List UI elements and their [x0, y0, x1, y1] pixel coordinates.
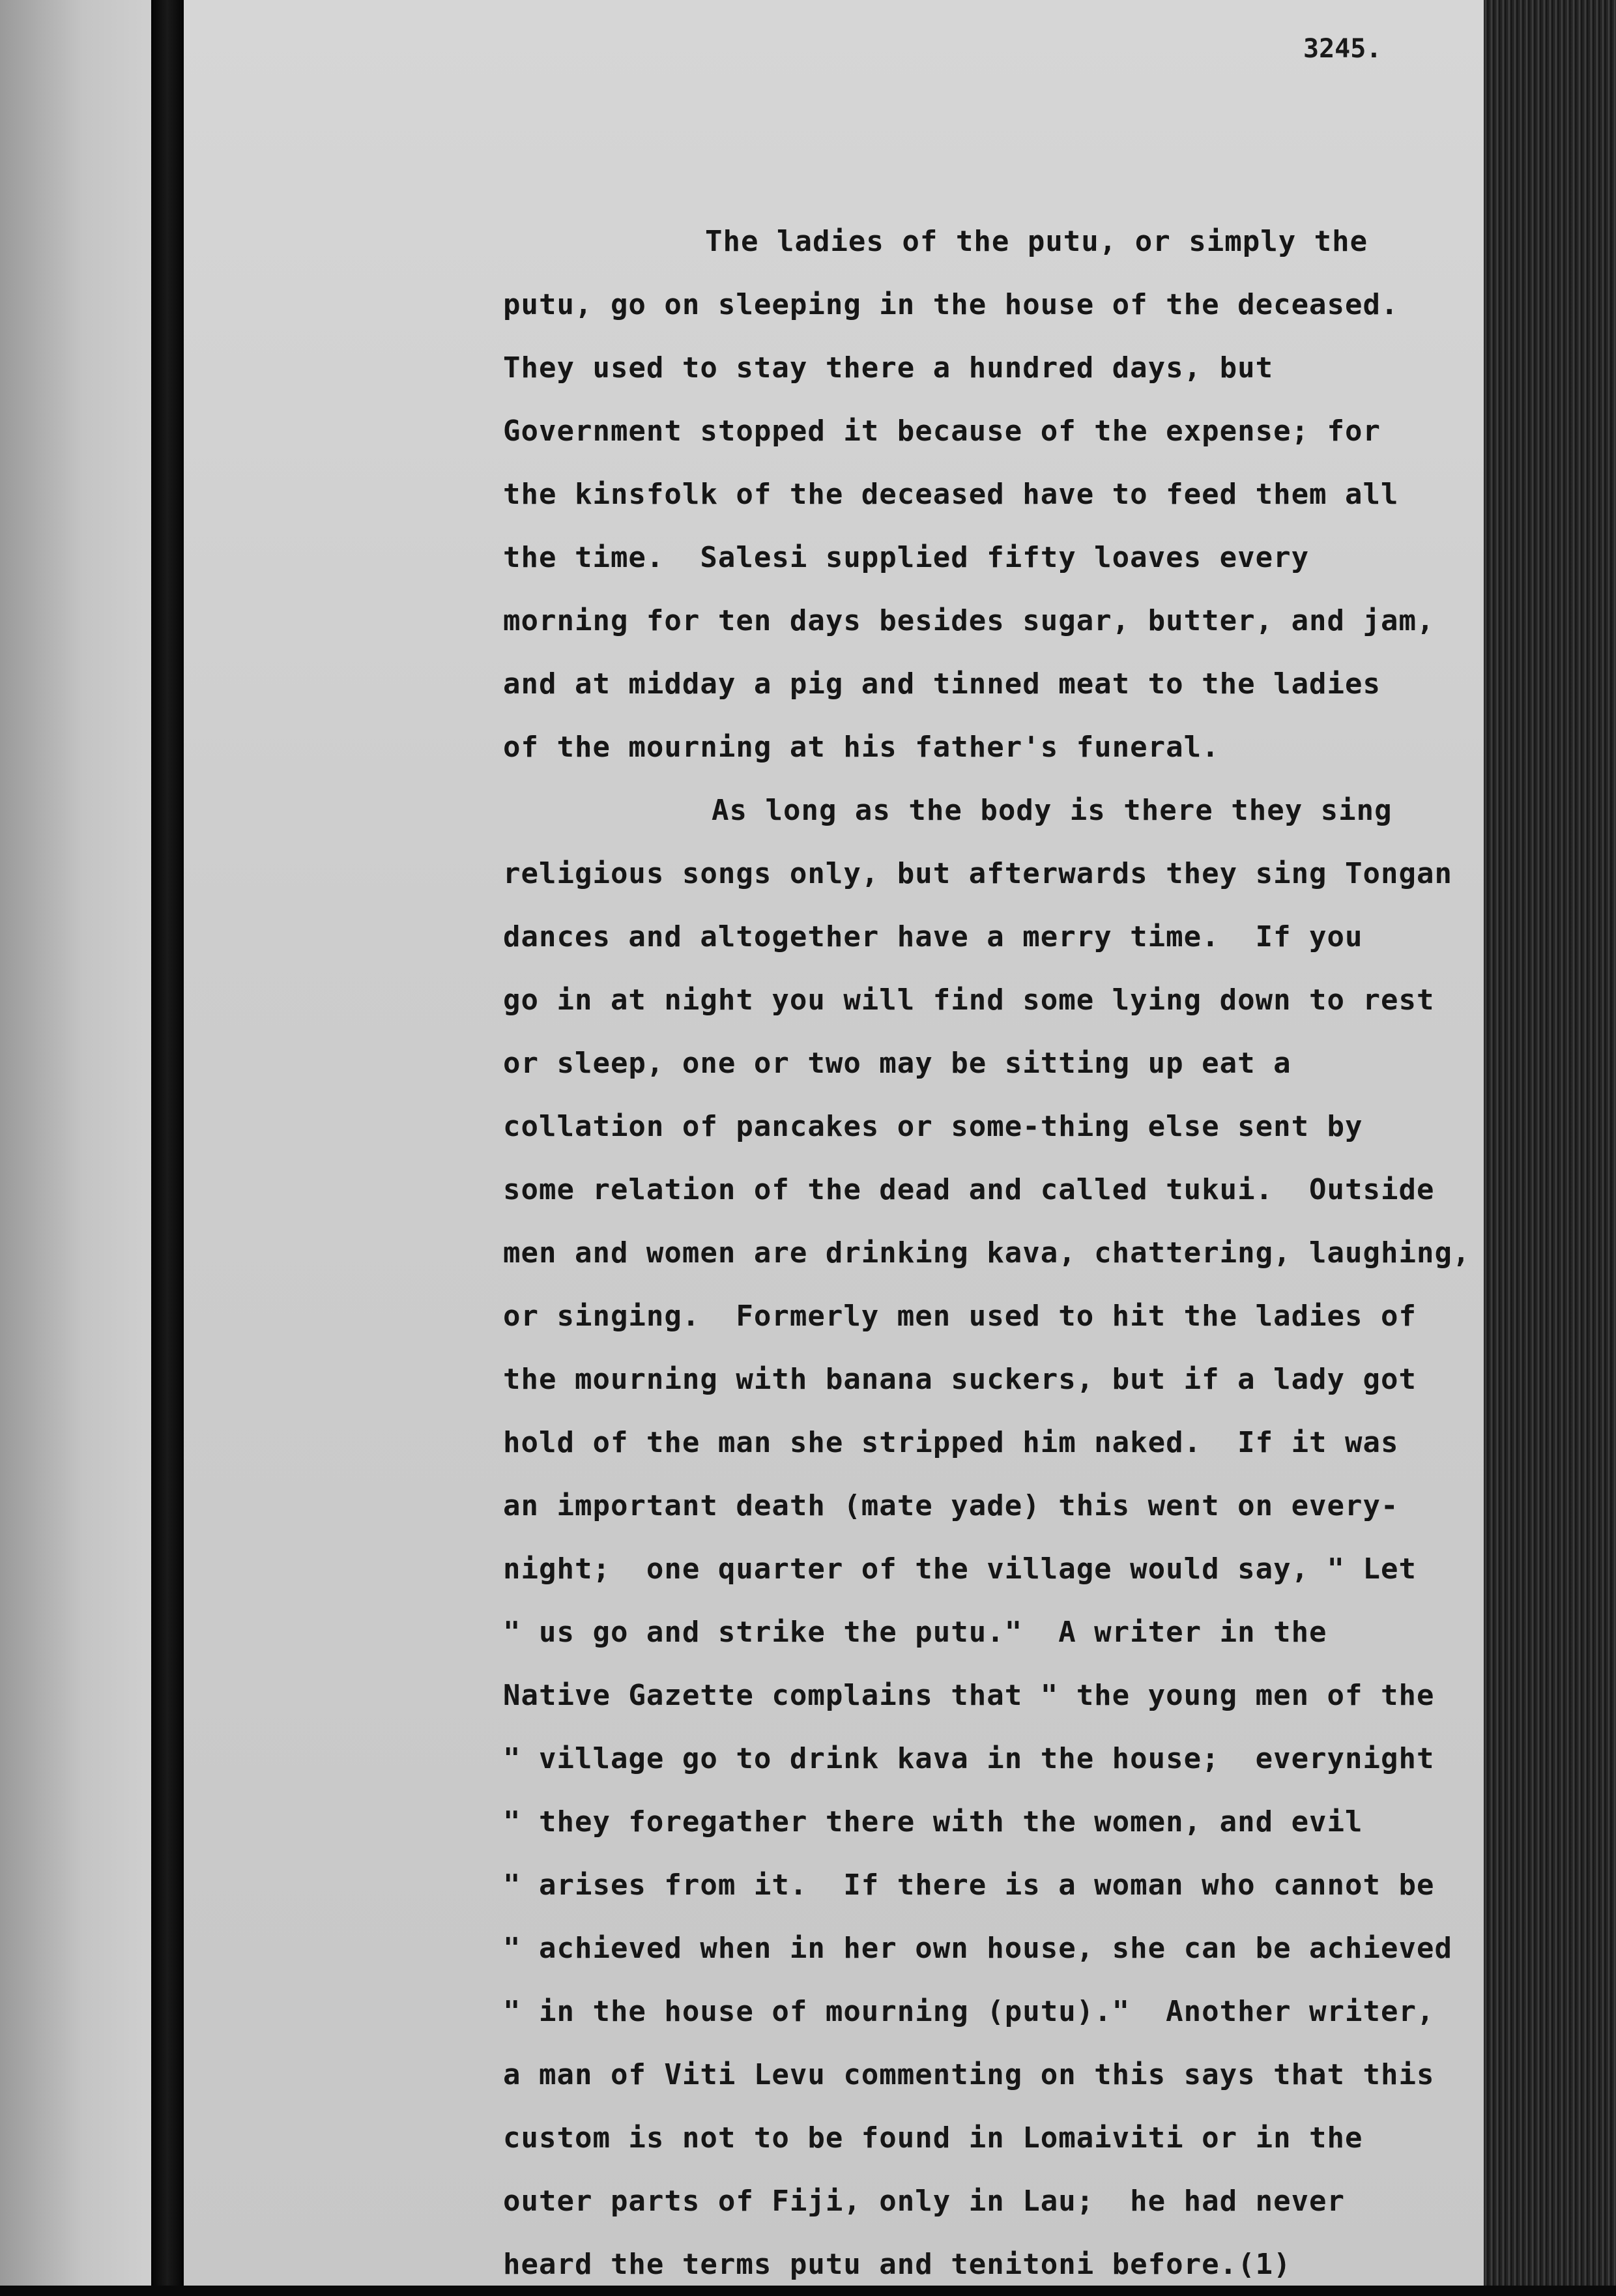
- text-line: men and women are drinking kava, chattering, laughing,: [503, 1236, 1471, 1270]
- text-line: custom is not to be found in Lomaiviti or in the: [503, 2121, 1363, 2155]
- typed-text: [503, 210, 1484, 2296]
- text-line: " arises from it. If there is a woman who cannot be: [503, 1868, 1435, 1902]
- text-line: go in at night you will find some lying down to rest: [503, 983, 1435, 1017]
- text-line: Government stopped it because of the expense; for: [503, 414, 1381, 448]
- text-line: outer parts of Fiji, only in Lau; he had never: [503, 2185, 1346, 2218]
- text-line: As long as the body is there they sing: [712, 794, 1392, 827]
- text-line: dances and altogether have a merry time. If you: [503, 920, 1363, 953]
- text-line: " achieved when in her own house, she can be achieved: [503, 1932, 1452, 1965]
- text-line: the kinsfolk of the deceased have to feed them all: [503, 478, 1399, 511]
- text-line: The ladies of the putu, or simply the: [705, 225, 1368, 258]
- text-line: " in the house of mourning (putu)." Another writer,: [503, 1995, 1435, 2028]
- text-line: or singing. Formerly men used to hit the ladies of: [503, 1300, 1417, 1333]
- text-line: and at midday a pig and tinned meat to the ladies: [503, 667, 1381, 701]
- text-line: morning for ten days besides sugar, butter, and jam,: [503, 604, 1435, 637]
- text-line: of the mourning at his father's funeral.: [503, 731, 1220, 764]
- page-number: 3245.: [1303, 34, 1382, 64]
- text-line: religious songs only, but afterwards they sing Tongan: [503, 857, 1452, 890]
- text-line: a man of Viti Levu commenting on this says that this: [503, 2058, 1435, 2091]
- left-page: [0, 0, 151, 2286]
- text-line: collation of pancakes or some-thing else sent by: [503, 1110, 1363, 1143]
- text-line: some relation of the dead and called tukui. Outside: [503, 1173, 1435, 1206]
- text-line: night; one quarter of the village would say, " Let: [503, 1552, 1417, 1586]
- text-line: They used to stay there a hundred days, but: [503, 351, 1274, 385]
- page-edge: [1484, 0, 1616, 2286]
- text-line: hold of the man she stripped him naked. If it was: [503, 1426, 1399, 1459]
- text-line: the time. Salesi supplied fifty loaves every: [503, 541, 1310, 574]
- text-line: heard the terms putu and tenitoni before.(1): [503, 2248, 1291, 2281]
- text-line: Native Gazette complains that " the young men of the: [503, 1679, 1435, 1712]
- book-gutter: [151, 0, 184, 2286]
- text-line: or sleep, one or two may be sitting up eat a: [503, 1047, 1291, 1080]
- text-line: an important death (mate yade) this went on every-: [503, 1489, 1399, 1522]
- text-line: " village go to drink kava in the house; everynight: [503, 1742, 1435, 1775]
- text-line: putu, go on sleeping in the house of the deceased.: [503, 288, 1399, 321]
- text-line: " us go and strike the putu." A writer in the: [503, 1616, 1327, 1649]
- text-line: " they foregather there with the women, and evil: [503, 1805, 1363, 1838]
- text-line: the mourning with banana suckers, but if a lady got: [503, 1363, 1417, 1396]
